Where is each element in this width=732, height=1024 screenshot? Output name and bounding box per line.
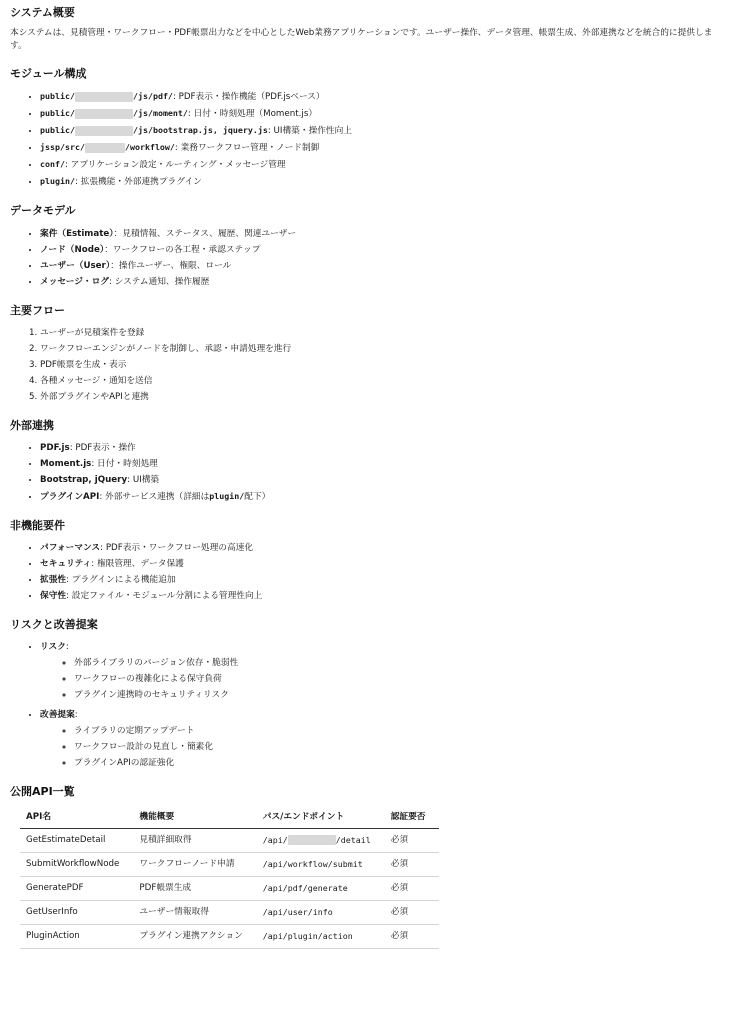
term-desc: ：操作ユーザー、権限、ロール (110, 260, 232, 271)
redacted-block (75, 109, 133, 119)
api-desc-cell: ワークフローノード申請 (133, 852, 256, 876)
list-item: 2. ワークフローエンジンがノードを制御し、承認・申請処理を進行 (40, 341, 722, 357)
section-api (10, 785, 722, 948)
module-path-prefix: public/ (40, 91, 75, 102)
list-item: 5. 外部プラグインやAPIと連携 (40, 389, 722, 405)
api-heading: 公開API一覧 (10, 785, 75, 799)
table-row (20, 852, 439, 876)
api-desc-cell: PDF帳票生成 (133, 876, 256, 900)
term-colon: : (74, 710, 78, 721)
redacted-block (75, 92, 133, 102)
list-item: 3. PDF帳票を生成・表示 (40, 357, 722, 373)
module-desc: : 拡張機能・外部連携プラグイン (74, 177, 202, 188)
module-path-suffix: /js/bootstrap.js, jquery.js (132, 125, 268, 136)
list-item (40, 440, 722, 456)
column-header: パス/エンドポイント (257, 807, 385, 829)
module-desc: : 日付・時刻処理（Moment.js） (187, 109, 318, 120)
table-row (20, 828, 439, 852)
list-item (40, 274, 722, 290)
term-colon: : (65, 642, 69, 653)
list-item (40, 540, 722, 556)
api-auth-cell: 必須 (385, 828, 440, 852)
improve-sublist (40, 723, 722, 771)
term-desc: : 日付・時刻処理 (91, 459, 158, 470)
api-desc-cell: ユーザー情報取得 (133, 900, 256, 924)
modules-list (10, 88, 722, 190)
term: セキュリティ (40, 559, 92, 570)
flow-heading: 主要フロー (10, 303, 65, 317)
term: リスク (40, 642, 66, 653)
risk-sublist (40, 655, 722, 703)
list-item (40, 88, 722, 105)
list-item (40, 588, 722, 604)
module-path-prefix: public/ (40, 108, 75, 119)
section-external (10, 419, 722, 505)
nonfunc-heading: 非機能要件 (10, 519, 65, 533)
api-path-cell: /api/plugin/action (257, 924, 385, 948)
api-auth-cell: 必須 (385, 924, 440, 948)
column-header: 認証要否 (385, 807, 440, 829)
overview-heading: システム概要 (10, 6, 75, 19)
term: Bootstrap, jQuery (40, 475, 128, 486)
term: 改善提案 (40, 710, 75, 721)
module-path-prefix: jssp/src/ (40, 142, 85, 153)
table-row (20, 900, 439, 924)
api-table (20, 807, 439, 949)
sub-list-item: ◦ ワークフローの複雑化による保守負荷 (74, 671, 722, 687)
api-name-cell: SubmitWorkflowNode (20, 852, 133, 876)
table-header-row (20, 807, 439, 829)
term: 拡張性 (40, 575, 67, 586)
module-desc: : PDF表示・操作機能（PDF.jsベース） (172, 92, 325, 103)
term-desc: : 外部サービス連携（詳細は (99, 492, 210, 503)
table-row (20, 876, 439, 900)
flow-list (10, 325, 722, 405)
term-desc-tail: 配下） (244, 492, 271, 503)
list-item (40, 639, 722, 703)
term: メッセージ・ログ (40, 276, 109, 287)
section-flow (10, 304, 722, 405)
term-desc: : PDF表示・操作 (69, 443, 136, 454)
term: パフォーマンス (40, 543, 101, 554)
api-path-cell: /api/pdf/generate (257, 876, 385, 900)
list-item (40, 488, 722, 505)
api-path-cell: /api/user/info (257, 900, 385, 924)
api-name-cell: GeneratePDF (20, 876, 133, 900)
term: Moment.js (40, 459, 92, 470)
module-path-suffix: /js/moment/ (132, 108, 188, 119)
section-risk (10, 618, 722, 771)
list-item (40, 556, 722, 572)
list-item (40, 105, 722, 122)
list-item (40, 122, 722, 139)
nonfunc-list (10, 540, 722, 604)
redacted-block (288, 835, 336, 845)
api-name-cell: PluginAction (20, 924, 133, 948)
list-item (40, 707, 722, 771)
module-path-suffix: /js/pdf/ (132, 91, 173, 102)
term: 案件（Estimate） (40, 228, 114, 239)
term: PDF.js (40, 443, 70, 454)
inline-code: plugin/ (209, 491, 245, 502)
api-name-cell: GetEstimateDetail (20, 828, 133, 852)
api-name-cell: GetUserInfo (20, 900, 133, 924)
api-desc-cell: プラグイン連携アクション (133, 924, 256, 948)
term-desc: : 権限管理、データ保護 (91, 559, 184, 570)
term-desc: ：ワークフローの各工程・承認ステップ (104, 244, 261, 255)
module-path-suffix: /workflow/ (124, 142, 175, 153)
module-desc: : 業務ワークフロー管理・ノード制御 (174, 143, 320, 154)
overview-text: 本システムは、見積管理・ワークフロー・PDF帳票出力などを中心としたWeb業務アプリケーションです。ユーザー操作、データ管理、帳票生成、外部連携などを統合的に提供します。 (10, 28, 713, 52)
term-desc: : システム通知、操作履歴 (108, 276, 210, 287)
risk-heading: リスクと改善提案 (10, 618, 98, 632)
modules-heading: モジュール構成 (10, 67, 87, 81)
term: ユーザー（User） (40, 260, 111, 271)
sub-list-item: ◦ ワークフロー設計の見直し・簡素化 (74, 739, 722, 755)
section-overview (10, 6, 722, 53)
module-path-prefix: public/ (40, 125, 75, 136)
api-auth-cell: 必須 (385, 900, 440, 924)
list-item (40, 139, 722, 156)
sub-list-item: ◦ プラグインAPIの認証強化 (74, 755, 722, 771)
datamodel-list (10, 226, 722, 290)
term: ノード（Node） (40, 244, 105, 255)
list-item (40, 173, 722, 190)
list-item (40, 472, 722, 488)
section-modules (10, 67, 722, 190)
column-header: API名 (20, 807, 133, 829)
external-heading: 外部連携 (10, 418, 54, 432)
section-datamodel (10, 204, 722, 289)
list-item (40, 226, 722, 242)
api-auth-cell: 必須 (385, 876, 440, 900)
module-desc: : UI構築・操作性向上 (267, 126, 352, 137)
risk-list (10, 639, 722, 771)
term-desc: ：見積情報、ステータス、履歴、関連ユーザー (113, 228, 297, 239)
term-desc: : PDF表示・ワークフロー処理の高速化 (100, 543, 254, 554)
api-desc-cell: 見積詳細取得 (133, 828, 256, 852)
sub-list-item: ◦ 外部ライブラリのバージョン依存・脆弱性 (74, 655, 722, 671)
external-list (10, 440, 722, 505)
sub-list-item: ◦ プラグイン連携時のセキュリティリスク (74, 687, 722, 703)
redacted-block (75, 126, 133, 136)
term-desc: : 設定ファイル・モジュール分割による管理性向上 (66, 591, 263, 602)
list-item (40, 156, 722, 173)
column-header: 機能概要 (133, 807, 256, 829)
module-desc: : アプリケーション設定・ルーティング・メッセージ管理 (64, 160, 286, 171)
api-auth-cell: 必須 (385, 852, 440, 876)
redacted-block (85, 143, 125, 153)
list-item (40, 572, 722, 588)
list-item: 1. ユーザーが見積案件を登録 (40, 325, 722, 341)
module-path: plugin/ (40, 176, 75, 187)
path-prefix: /api/ (262, 834, 288, 845)
term: 保守性 (40, 591, 67, 602)
section-nonfunctional (10, 519, 722, 604)
api-path-cell (257, 828, 385, 852)
path-suffix: /detail (335, 834, 371, 845)
term-desc: : UI構築 (127, 475, 160, 486)
table-row (20, 924, 439, 948)
list-item: 4. 各種メッセージ・通知を送信 (40, 373, 722, 389)
term-desc: : プラグインによる機能追加 (66, 575, 176, 586)
list-item (40, 242, 722, 258)
sub-list-item: ◦ ライブラリの定期アップデート (74, 723, 722, 739)
api-path-cell: /api/workflow/submit (257, 852, 385, 876)
list-item (40, 456, 722, 472)
datamodel-heading: データモデル (10, 204, 76, 218)
module-path: conf/ (40, 159, 65, 170)
list-item (40, 258, 722, 274)
term: プラグインAPI (40, 492, 100, 503)
